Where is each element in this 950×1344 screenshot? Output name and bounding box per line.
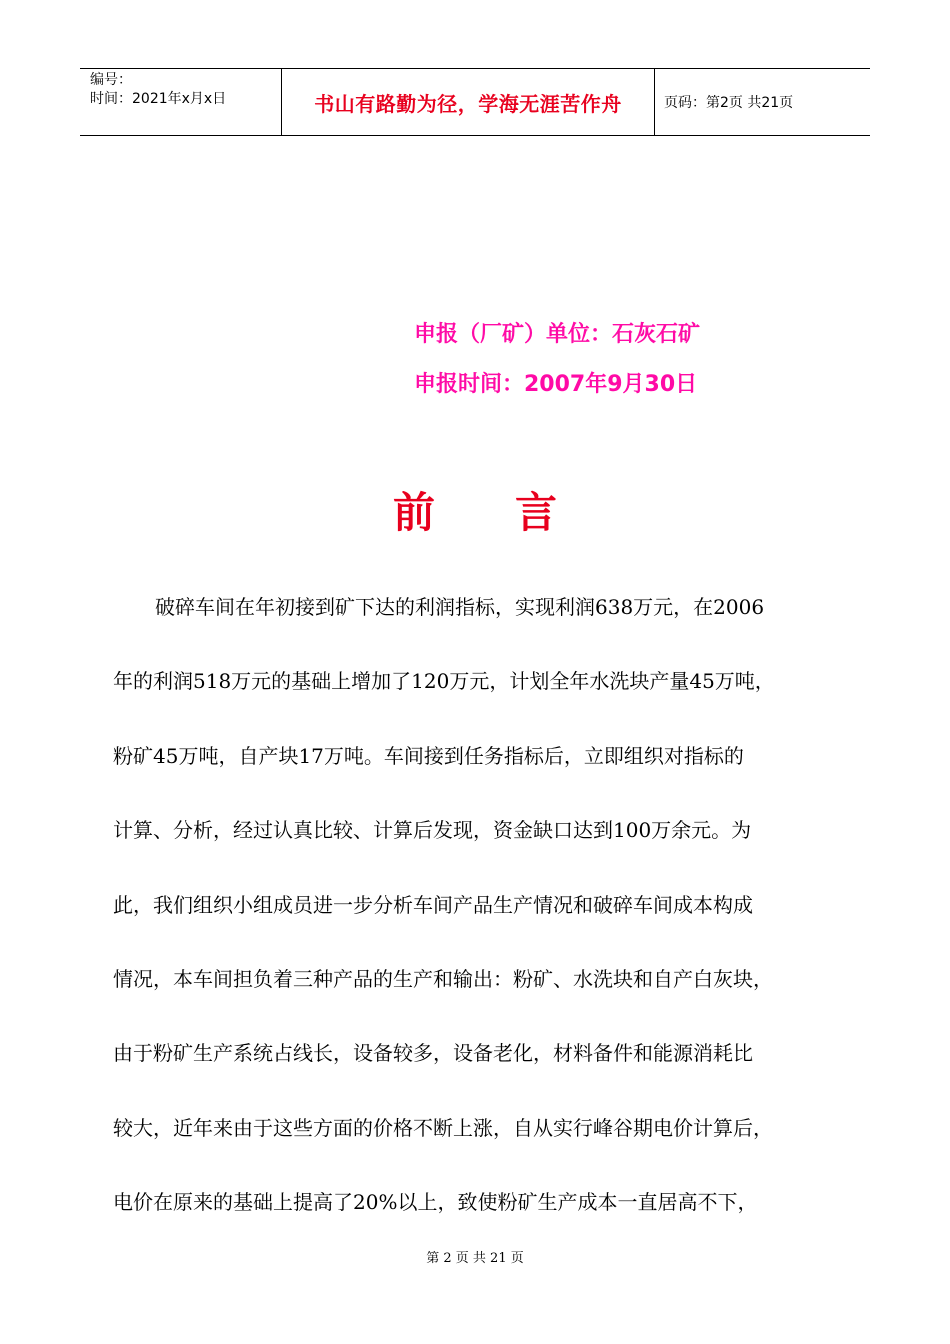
preface-title: 前言 [393, 488, 638, 537]
header-page-cell [655, 69, 870, 135]
header-left-cell [80, 69, 281, 135]
paragraph-line: 电价在原来的基础上提高了20%以上，致使粉矿生产成本一直居高不下， [113, 1190, 758, 1215]
header-motto-cell [281, 69, 655, 135]
paragraph-line: 年的利润518万元的基础上增加了120万元，计划全年水洗块产量45万吨， [113, 669, 775, 694]
report-unit: 申报（厂矿）单位：石灰石矿 [414, 322, 701, 347]
paragraph-line: 较大，近年来由于这些方面的价格不断上涨，自从实行峰谷期电价计算后， [113, 1115, 773, 1140]
page-header [80, 68, 870, 136]
page-footer: 第 2 页 共 21 页 [426, 1251, 524, 1266]
paragraph-line: 计算、分析，经过认真比较、计算后发现，资金缺口达到100万余元。为 [113, 818, 752, 843]
paragraph-line: 破碎车间在年初接到矿下达的利润指标，实现利润638万元，在2006 [155, 595, 765, 619]
paragraph-line: 此，我们组织小组成员进一步分析车间产品生产情况和破碎车间成本构成 [113, 892, 753, 917]
document-time: 时间：2021年x月x日 [90, 91, 227, 107]
header-page-info: 页码：第2页 共21页 [664, 95, 794, 111]
paragraph-line: 情况，本车间担负着三种产品的生产和输出：粉矿、水洗块和自产白灰块， [113, 966, 773, 991]
document-number-label: 编号： [90, 72, 132, 88]
report-date: 申报时间：2007年9月30日 [414, 372, 698, 397]
header-motto: 书山有路勤为径，学海无涯苦作舟 [314, 91, 622, 116]
preface-body [113, 582, 861, 1252]
paragraph-line: 由于粉矿生产系统占线长，设备较多，设备老化，材料备件和能源消耗比 [113, 1041, 753, 1066]
paragraph-line: 粉矿45万吨，自产块17万吨。车间接到任务指标后，立即组织对指标的 [113, 743, 744, 768]
